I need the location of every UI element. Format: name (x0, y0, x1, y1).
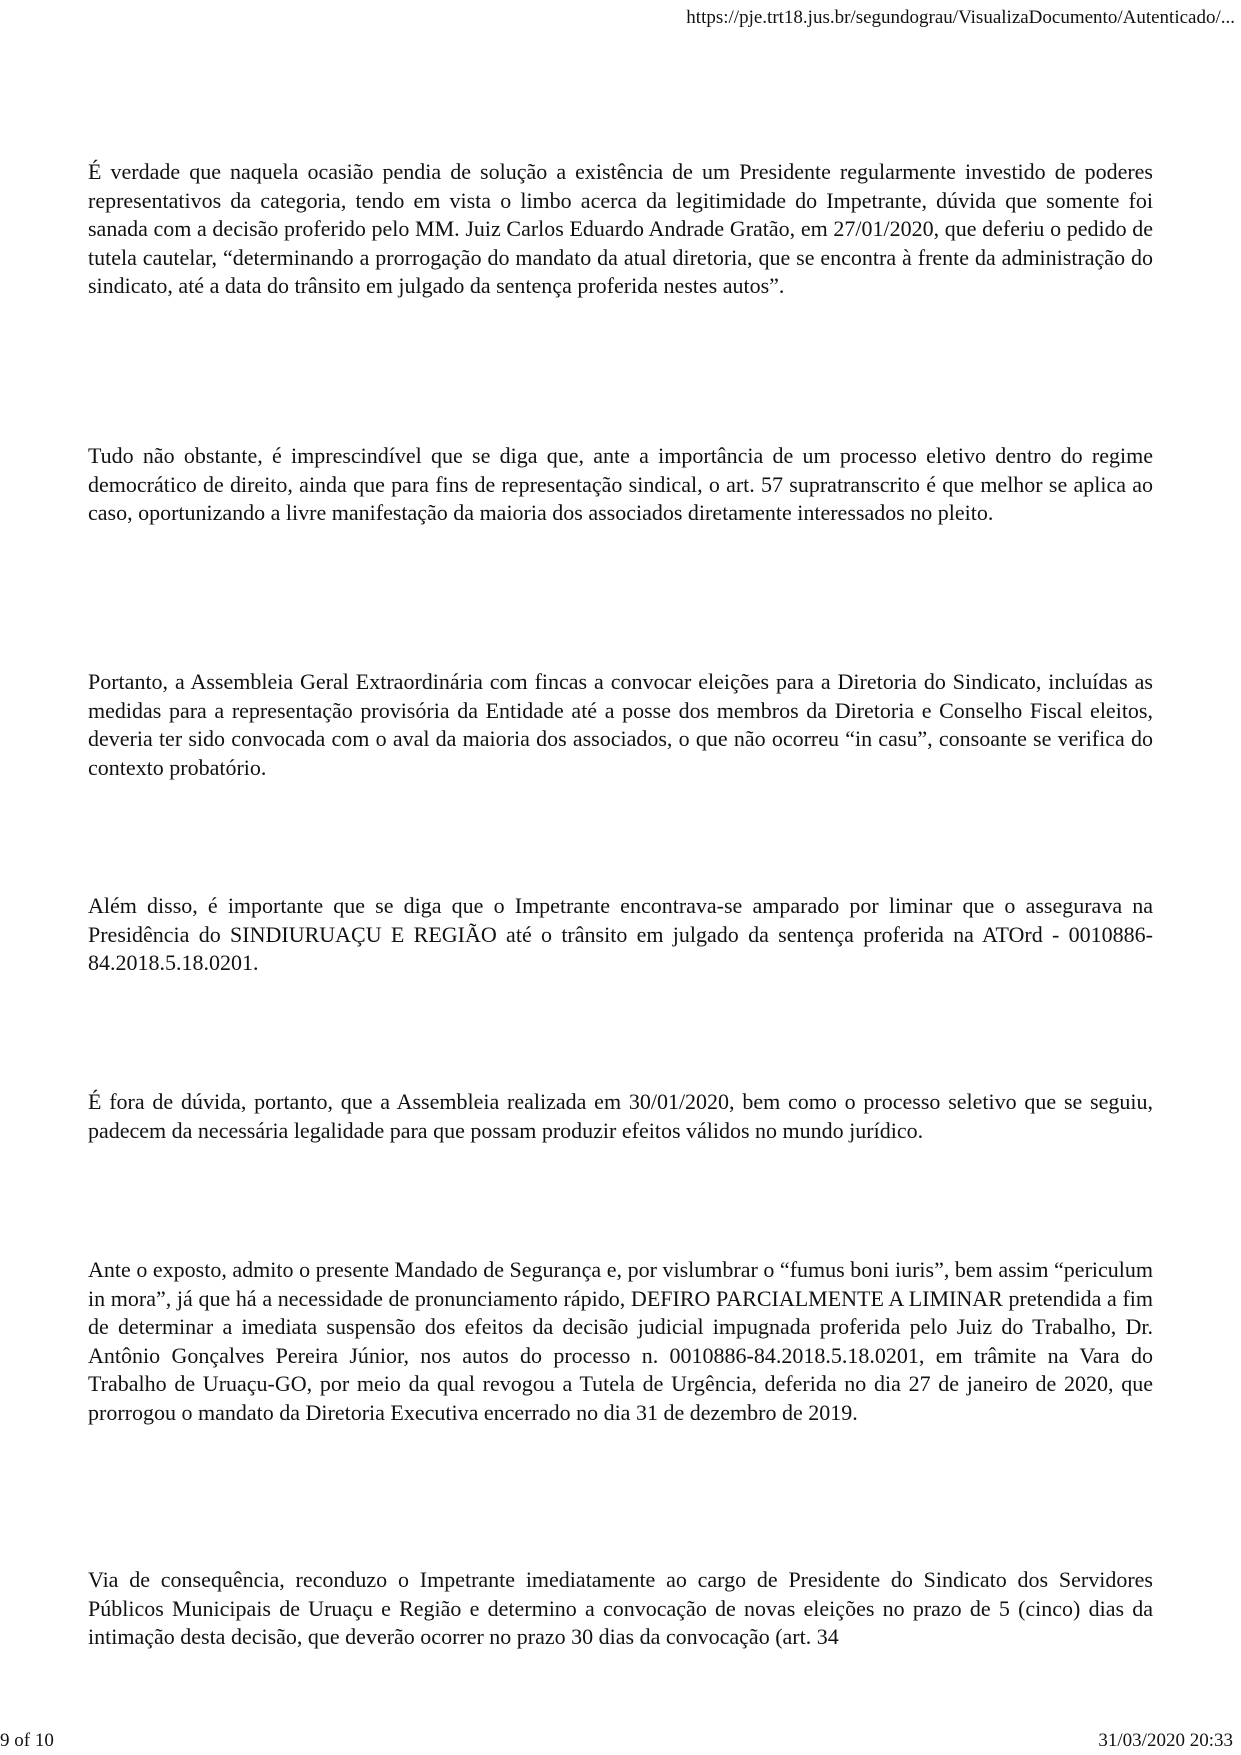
paragraph-reconducao: Via de consequência, reconduzo o Impetrante imediatamente ao cargo de Presidente do Sindicato dos Servidores Públicos Municipais de Uruaçu e Região e determino a convocação de novas eleições no prazo de 5 (cinco) dias da intimação desta decisão, que deverão ocorrer no prazo 30 dias da convocação (art. 34 (88, 1567, 1153, 1649)
paragraph-liminar-impetrante: Além disso, é importante que se diga que o Impetrante encontrava-se amparado por liminar que o assegurava na Presidência do SINDIURUAÇU E REGIÃO até o trânsito em julgado da sentença proferida na ATOrd - 0010886-84.2018.5.18.0201. (88, 893, 1153, 975)
print-timestamp: 31/03/2020 20:33 (1098, 1730, 1233, 1751)
paragraph-assembleia-geral: Portanto, a Assembleia Geral Extraordinária com fincas a convocar eleições para a Diretoria do Sindicato, incluídas as medidas para a representação provisória da Entidade até a posse dos membros da Diretoria e Conselho Fiscal eleitos, deveria ter sido convocada com o aval da maioria dos associados, o que não ocorreu “in casu”, consoante se verifica do contexto probatório. (88, 669, 1153, 780)
paragraph-assembleia-legalidade: É fora de dúvida, portanto, que a Assembleia realizada em 30/01/2020, bem como o processo seletivo que se seguiu, padecem da necessária legalidade para que possam produzir efeitos válidos no mundo jurídico. (88, 1089, 1153, 1143)
document-url: https://pje.trt18.jus.br/segundograu/VisualizaDocumento/Autenticado/... (686, 7, 1235, 28)
paragraph-processo-eletivo: Tudo não obstante, é imprescindível que se diga que, ante a importância de um processo eletivo dentro do regime democrático de direito, ainda que para fins de representação sindical, o art. 57 supratranscrito é que melhor se aplica ao caso, oportunizando a livre manifestação da maioria dos associados diretamente interessados no pleito. (88, 443, 1153, 525)
page-number: 9 of 10 (0, 1730, 54, 1751)
paragraph-presidente-limbo: É verdade que naquela ocasião pendia de solução a existência de um Presidente regularmente investido de poderes representativos da categoria, tendo em vista o limbo acerca da legitimidade do Impetrante, dúvida que somente foi sanada com a decisão proferido pelo MM. Juiz Carlos Eduardo Andrade Gratão, em 27/01/2020, que deferiu o pedido de tutela cautelar, “determinando a prorrogação do mandato da atual diretoria, que se encontra à frente da administração do sindicato, até a data do trânsito em julgado da sentença proferida nestes autos”. (88, 159, 1153, 298)
paragraph-dispositivo-liminar: Ante o exposto, admito o presente Mandado de Segurança e, por vislumbrar o “fumus boni iuris”, bem assim “periculum in mora”, já que há a necessidade de pronunciamento rápido, DEFIRO PARCIALMENTE A LIMINAR pretendida a fim de determinar a imediata suspensão dos efeitos da decisão judicial impugnada proferida pelo Juiz do Trabalho, Dr. Antônio Gonçalves Pereira Júnior, nos autos do processo n. 0010886-84.2018.5.18.0201, em trâmite na Vara do Trabalho de Uruaçu-GO, por meio da qual revogou a Tutela de Urgência, deferida no dia 27 de janeiro de 2020, que prorrogou o mandato da Diretoria Executiva encerrado no dia 31 de dezembro de 2019. (88, 1257, 1153, 1425)
